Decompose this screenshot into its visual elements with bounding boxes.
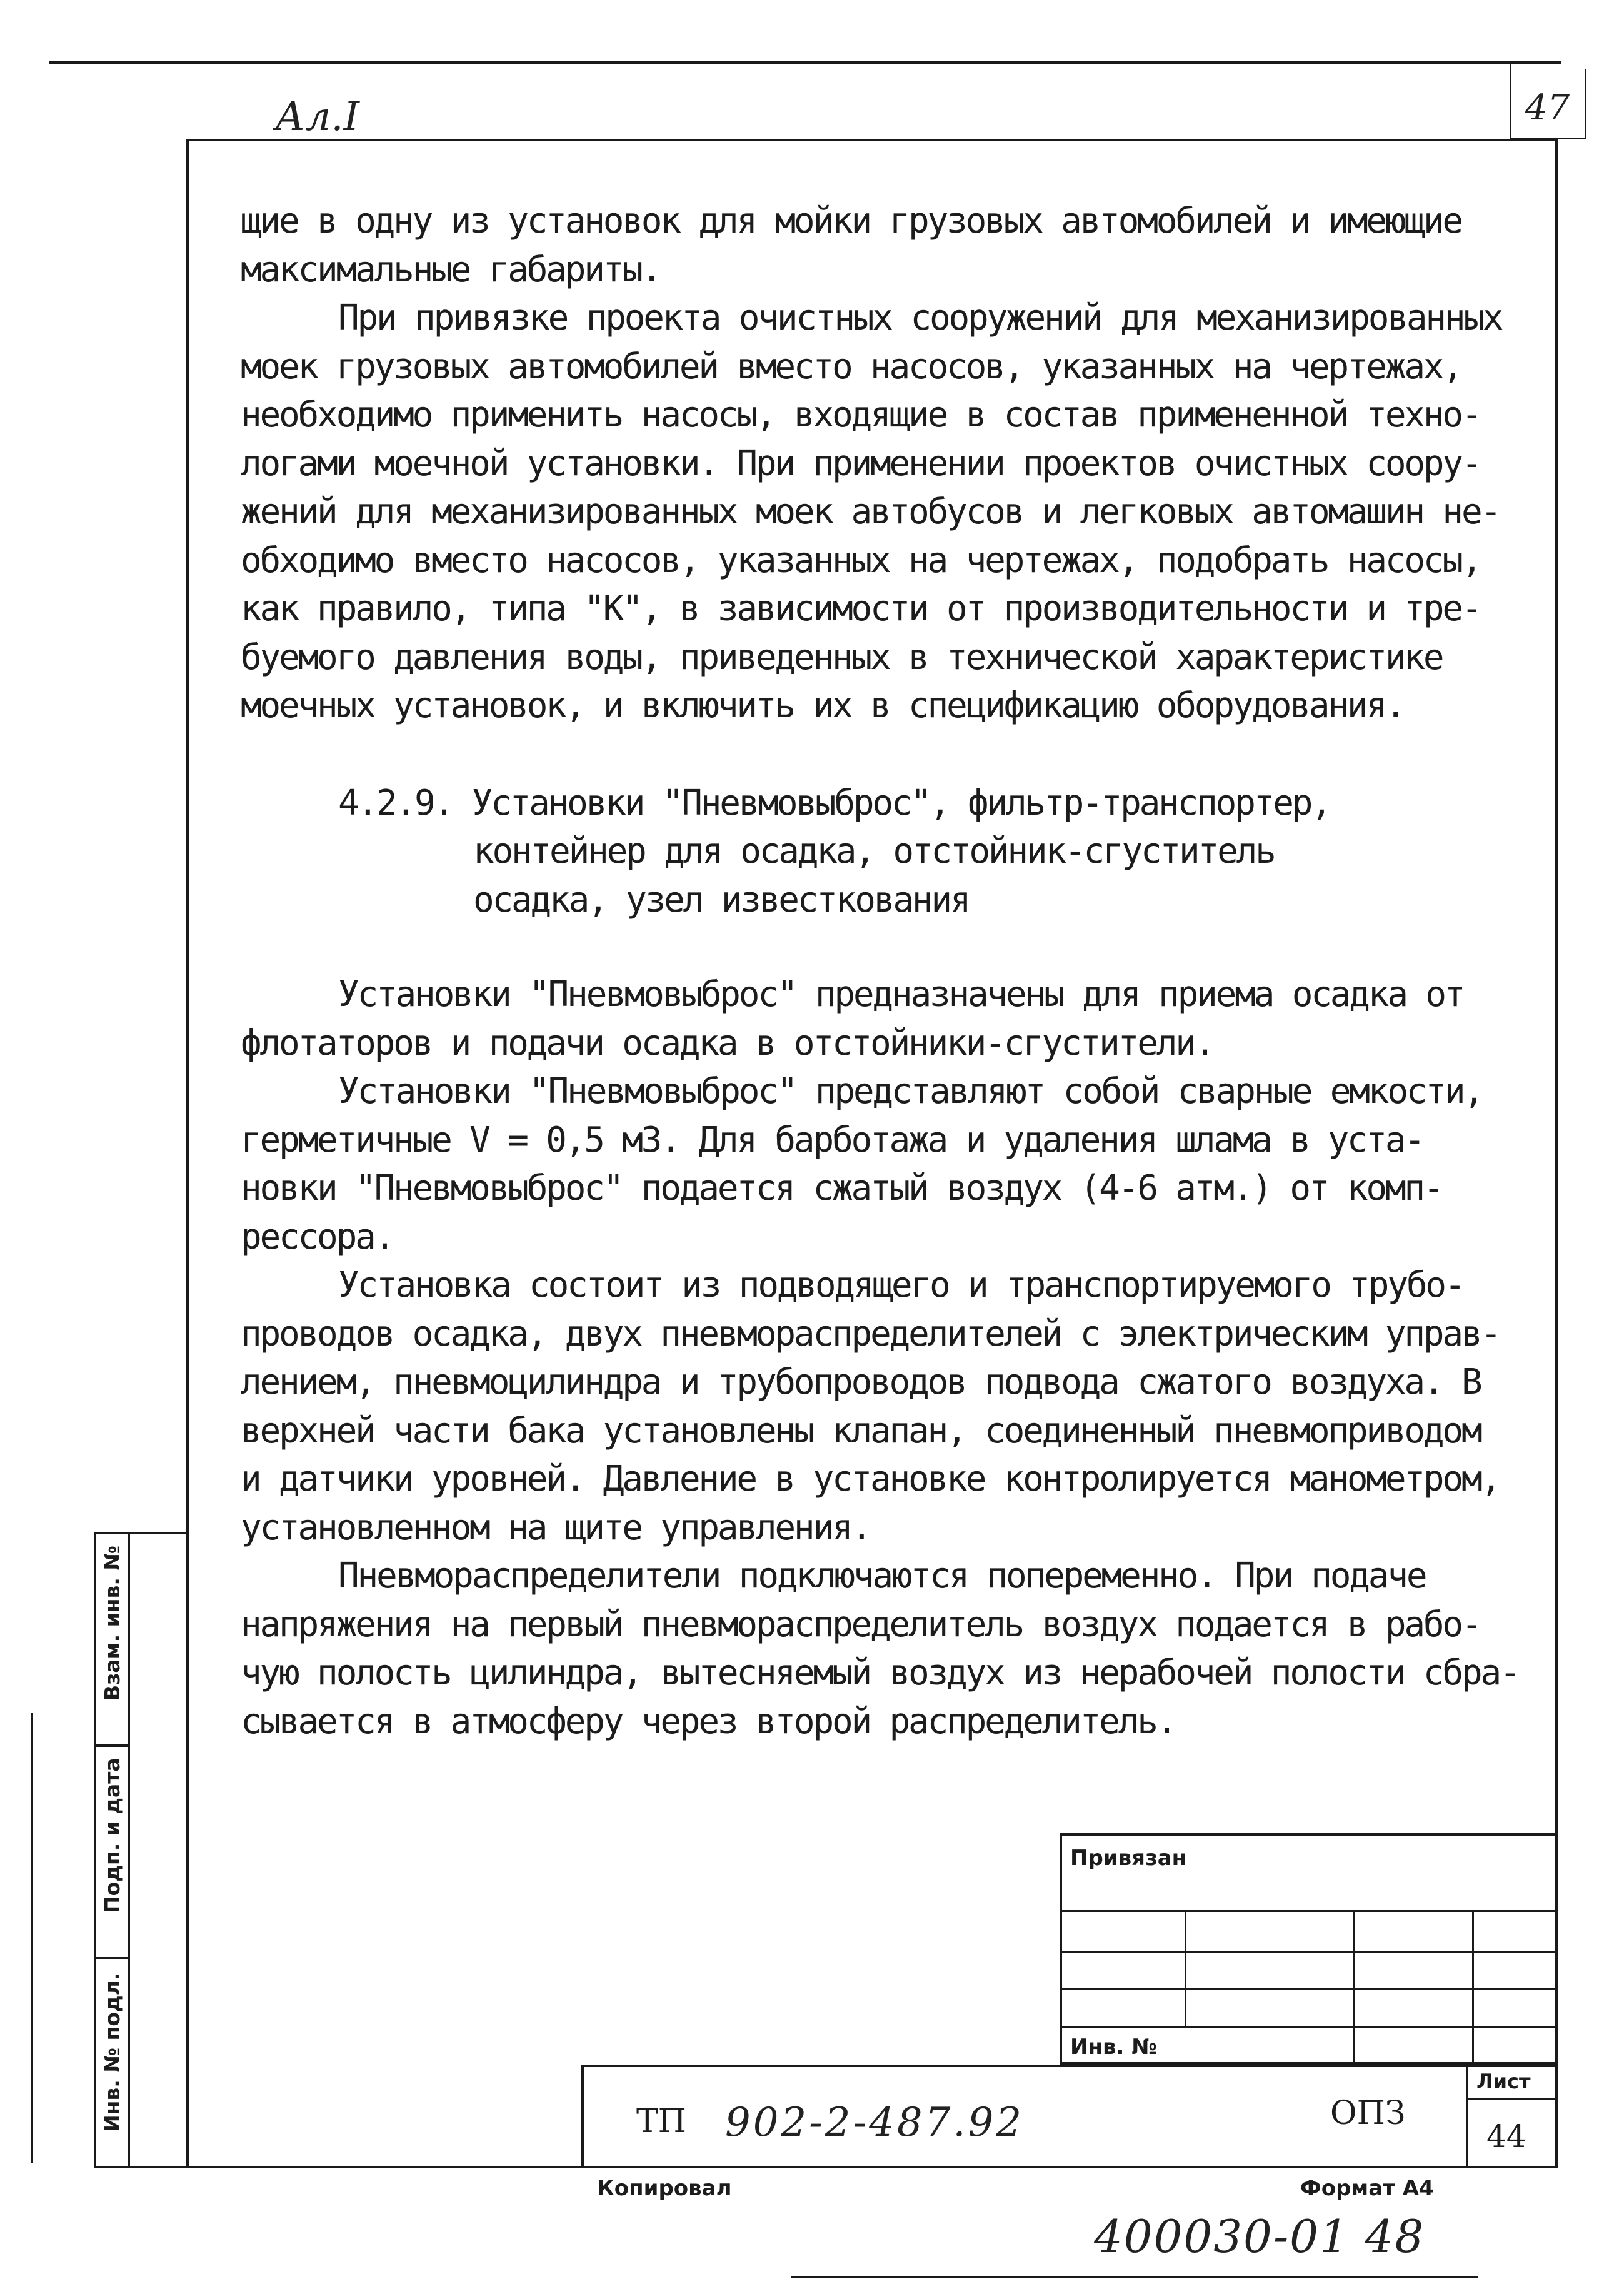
text-line: Установки "Пневмовыброс" предназначены для приема осадка от (338, 974, 1464, 1015)
heading-line: осадка, узел известкования (473, 879, 970, 920)
text-line: сывается в атмосферу через второй распределитель. (241, 1701, 1176, 1742)
text-line: установленном на щите управления. (241, 1507, 870, 1548)
frame-left (186, 139, 189, 2168)
section-heading (241, 779, 1541, 925)
text-line: герметичные V = 0,5 м3. Для барботажа и удаления шлама в уста- (241, 1119, 1423, 1160)
body-text (241, 197, 1541, 1746)
doc-type: ОПЗ (1330, 2095, 1406, 2132)
text-line: Пневмораспределители подключаются попеременно. При подаче (338, 1556, 1426, 1596)
text-line: чую полость цилиндра, вытесняемый воздух из нерабочей полости сбра- (241, 1653, 1519, 1693)
text-line: обходимо вместо насосов, указанных на чертежах, подобрать насосы, (241, 540, 1481, 581)
sheet-number: 44 (1486, 2118, 1526, 2155)
text-line: проводов осадка, двух пневмораспределителей с электрическим управ- (241, 1313, 1500, 1354)
format-label: Формат А4 (1300, 2176, 1434, 2201)
inv-label: Инв. № (1070, 2035, 1158, 2060)
text-line: максимальные габариты. (241, 249, 661, 290)
text-line: рессора. (241, 1216, 394, 1257)
text-line: моечных установок, и включить их в спецификацию оборудования. (241, 685, 1405, 726)
heading-line: контейнер для осадка, отстойник-сгуститель (473, 831, 1275, 872)
archive-number: 400030-01 48 (1094, 2210, 1425, 2263)
text-line: лением, пневмоцилиндра и трубопроводов подвода сжатого воздуха. В (241, 1362, 1481, 1402)
doc-number: 902-2-487.92 (725, 2100, 1025, 2146)
text-line: жений для механизированных моек автобусов и легковых автомашин не- (241, 491, 1500, 532)
text-line: щие в одну из установок для мойки грузовых автомобилей и имеющие (241, 201, 1461, 241)
side-label-replacement: Взам. инв. № (100, 1545, 124, 1701)
doc-prefix: ТП (636, 2103, 687, 2140)
top-left-note: Ал.I (275, 94, 359, 140)
frame-bottom (94, 2166, 1558, 2168)
footer-rule (791, 2276, 1478, 2278)
side-margin-rule (31, 1713, 33, 2163)
page-box-right (1585, 69, 1586, 139)
copied-label: Копировал (597, 2176, 732, 2201)
text-line: напряжения на первый пневмораспределитель воздух подается в рабо- (241, 1604, 1481, 1645)
side-label-signature: Подп. и дата (100, 1758, 124, 1913)
side-label-original: Инв. № подл. (100, 1972, 124, 2132)
frame-top (186, 139, 1558, 141)
page-box-left (1510, 63, 1511, 139)
text-line: флотаторов и подачи осадка в отстойники-сгустители. (241, 1022, 1214, 1064)
text-line: Установка состоит из подводящего и транспортируемого трубо- (338, 1265, 1464, 1305)
frame-right (1555, 139, 1558, 2168)
text-line: как правило, типа "К", в зависимости от производительности и тре- (241, 588, 1481, 629)
text-line: и датчики уровней. Давление в установке контролируется манометром, (241, 1459, 1500, 1499)
text-line: необходимо применить насосы, входящие в состав примененной техно- (241, 395, 1481, 435)
bound-label: Привязан (1070, 1846, 1187, 1871)
text-line: новки "Пневмовыброс" подается сжатый воздух (4-6 атм.) от комп- (241, 1168, 1443, 1209)
top-rule (49, 61, 1561, 64)
text-line: моек грузовых автомобилей вместо насосов, указанных на чертежах, (241, 346, 1461, 387)
text-line: При привязке проекта очистных сооружений для механизированных (338, 298, 1502, 338)
heading-line: 4.2.9. Установки "Пневмовыброс", фильтр-транспортер, (338, 782, 1330, 823)
page-box-bottom (1510, 138, 1586, 139)
text-line: верхней части бака установлены клапан, соединенный пневмоприводом (241, 1410, 1481, 1451)
text-line: буемого давления воды, приведенных в технической характеристике (241, 636, 1443, 678)
text-line: Установки "Пневмовыброс" представляют собой сварные емкости, (338, 1071, 1483, 1112)
sheet-label: Лист (1476, 2070, 1531, 2093)
top-right-number: 47 (1525, 88, 1570, 128)
text-line: логами моечной установки. При применении проектов очистных соору- (241, 443, 1481, 484)
